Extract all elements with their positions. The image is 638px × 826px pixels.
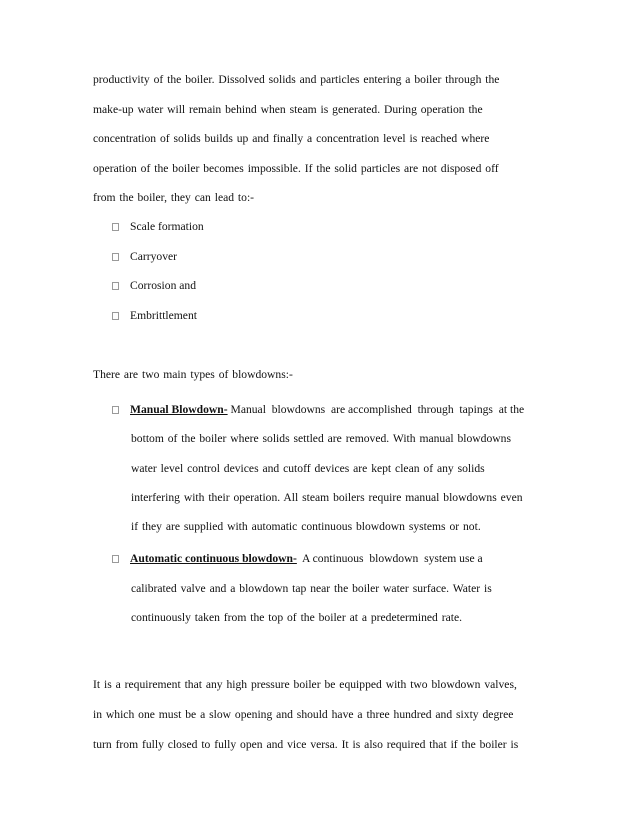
checkbox-bullet-icon	[112, 312, 119, 320]
list-item-label: Embrittlement	[130, 309, 197, 322]
blowdown-description: A continuous blowdown system use a	[296, 552, 483, 565]
blowdown-description-line: interfering with their operation. All steam boilers require manual blowdowns even	[131, 491, 523, 504]
checkbox-bullet-icon	[112, 555, 119, 563]
blowdown-description: Manual blowdowns are accomplished through tapings at the	[227, 403, 525, 416]
blowdown-term: Manual Blowdown-	[130, 403, 228, 416]
list-item	[112, 279, 196, 293]
paragraph-line: in which one must be a slow opening and should have a three hundred and sixty degree	[93, 708, 514, 721]
list-item	[112, 309, 197, 323]
list-item	[112, 250, 177, 264]
paragraph-line: make-up water will remain behind when steam is generated. During operation the	[93, 103, 483, 116]
paragraph-line: It is a requirement that any high pressure boiler be equipped with two blowdown valves,	[93, 678, 517, 691]
checkbox-bullet-icon	[112, 253, 119, 261]
list-item-label: Scale formation	[130, 220, 204, 233]
blowdown-description-line: if they are supplied with automatic continuous blowdown systems or not.	[131, 520, 481, 533]
paragraph-line: turn from fully closed to fully open and vice versa. It is also required that if the boiler is	[93, 738, 519, 751]
section-intro: There are two main types of blowdowns:-	[93, 368, 293, 381]
paragraph-line: from the boiler, they can lead to:-	[93, 191, 255, 204]
list-item-label: Corrosion and	[130, 279, 197, 292]
paragraph-line: concentration of solids builds up and finally a concentration level is reached where	[93, 132, 490, 145]
list-item	[112, 403, 524, 417]
blowdown-description-line: calibrated valve and a blowdown tap near the boiler water surface. Water is	[131, 582, 492, 595]
checkbox-bullet-icon	[112, 282, 119, 290]
blowdown-description-line: water level control devices and cutoff devices are kept clean of any solids	[131, 462, 485, 475]
blowdown-description-line: bottom of the boiler where solids settled are removed. With manual blowdowns	[131, 432, 511, 445]
checkbox-bullet-icon	[112, 406, 119, 414]
list-item	[112, 552, 483, 566]
list-item	[112, 220, 204, 234]
list-item-label: Carryover	[130, 250, 177, 263]
blowdown-description-line: continuously taken from the top of the boiler at a predetermined rate.	[131, 611, 463, 624]
paragraph-line: productivity of the boiler. Dissolved solids and particles entering a boiler through the	[93, 73, 500, 86]
paragraph-line: operation of the boiler becomes impossible. If the solid particles are not disposed off	[93, 162, 499, 175]
blowdown-term: Automatic continuous blowdown-	[130, 552, 297, 565]
checkbox-bullet-icon	[112, 223, 119, 231]
